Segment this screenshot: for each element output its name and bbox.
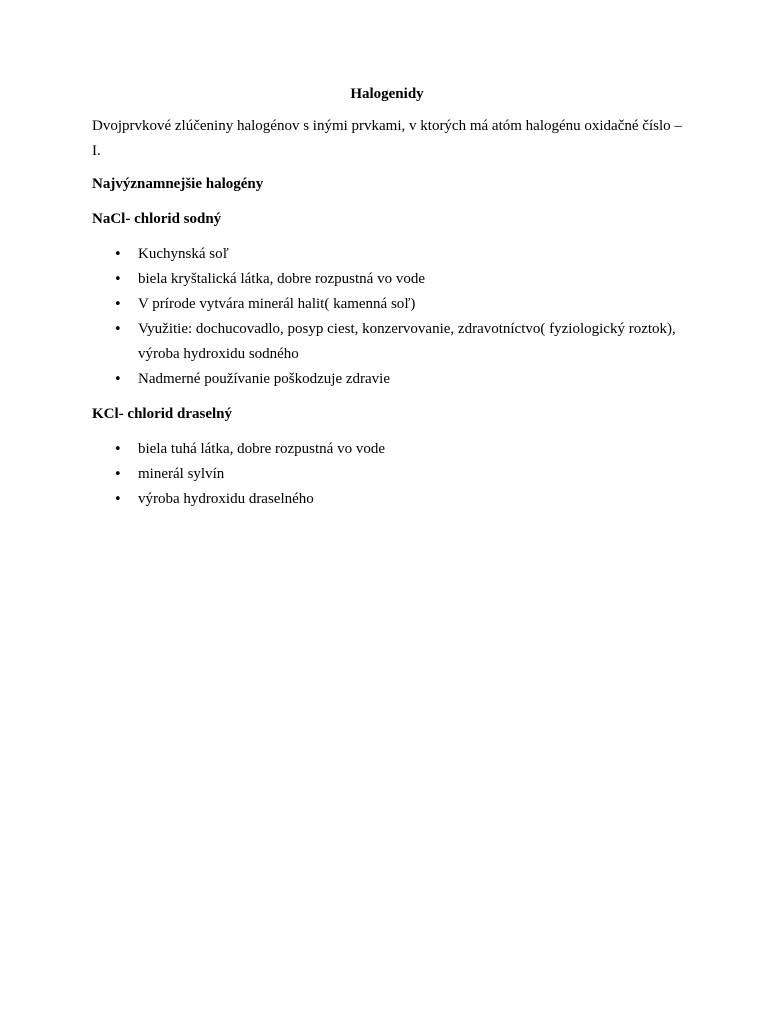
document-title: Halogenidy [350, 86, 424, 102]
bullet-icon: • [114, 467, 122, 482]
list-item [92, 367, 682, 392]
bullet-icon: • [114, 372, 122, 387]
bullet-icon: • [114, 322, 122, 337]
list-item [92, 317, 682, 367]
list-item-text: Kuchynská soľ [138, 246, 229, 262]
kcl-list [92, 437, 682, 512]
list-item-text: Nadmerné používanie poškodzuje zdravie [138, 371, 390, 387]
list-item-text: Využitie: dochucovadlo, posyp ciest, konzervovanie, zdravotníctvo( fyziologický roztok), výroba hydroxidu sodného [138, 321, 676, 362]
kcl-heading: KCl- chlorid draselný [92, 406, 233, 422]
document-page [92, 84, 682, 522]
list-item-text: biela kryštalická látka, dobre rozpustná vo vode [138, 271, 425, 287]
nacl-heading: NaCl- chlorid sodný [92, 211, 222, 227]
nacl-list [92, 242, 682, 392]
intro-paragraph: Dvojprvkové zlúčeniny halogénov s inými prvkami, v ktorých má atóm halogénu oxidačné číslo – I. [92, 118, 682, 159]
list-item-text: V prírode vytvára minerál halit( kamenná soľ) [138, 296, 416, 312]
list-item [92, 462, 682, 487]
bullet-icon: • [114, 272, 122, 287]
bullet-icon: • [114, 492, 122, 507]
list-item-text: výroba hydroxidu draselného [138, 491, 314, 507]
list-item [92, 242, 682, 267]
section-heading: Najvýznamnejšie halogény [92, 176, 264, 192]
list-item-text: biela tuhá látka, dobre rozpustná vo vode [138, 441, 386, 457]
list-item [92, 292, 682, 317]
bullet-icon: • [114, 247, 122, 262]
list-item [92, 267, 682, 292]
list-item [92, 437, 682, 462]
bullet-icon: • [114, 442, 122, 457]
list-item-text: minerál sylvín [138, 466, 225, 482]
bullet-icon: • [114, 297, 122, 312]
list-item [92, 487, 682, 512]
